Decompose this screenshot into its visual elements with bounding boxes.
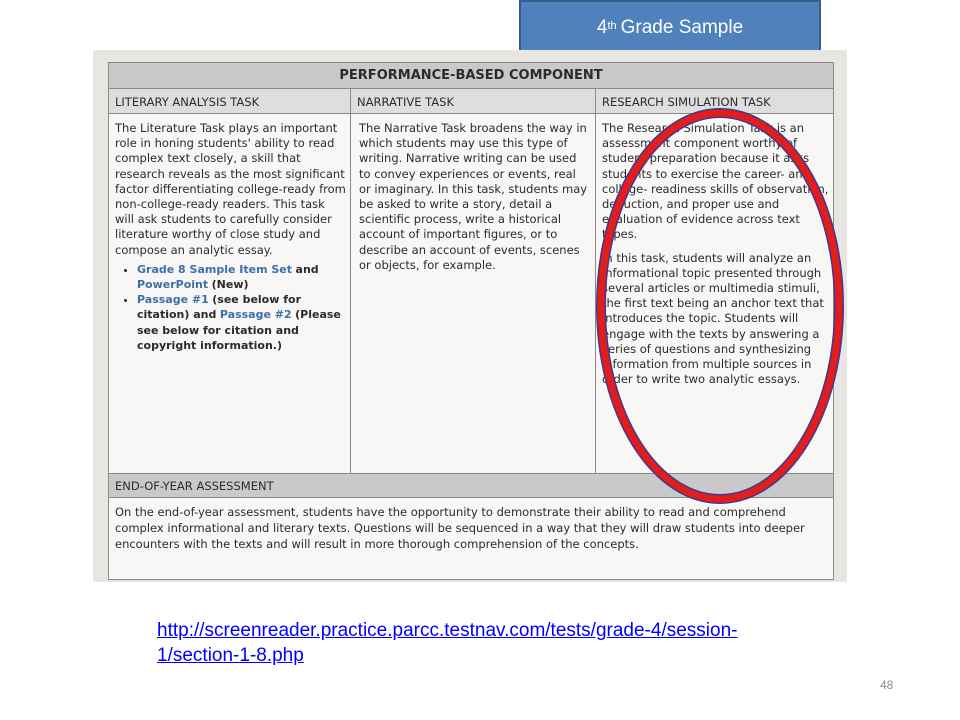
column-body-narrative: [351, 115, 595, 473]
grade-number: 4: [596, 17, 608, 38]
sample-item-set-link[interactable]: Grade 8 Sample Item Set: [137, 262, 293, 276]
eoy-text: On the end-of-year assessment, students have the opportunity to demonstrate their ability to read and comprehend complex informational and literary texts. Questions will be sequenced in a way that they will draw students into deeper encounters with the texts and will result in more thorough comprehension of the concepts.: [115, 505, 805, 551]
research-task-text: The Research Simulation Task is an assessment component worthy of student preparation because it asks students to exercise the career- and college- readiness skills of observation, deduction, and proper use and evaluation of evidence across text types.: [602, 121, 829, 242]
powerpoint-link[interactable]: PowerPoint: [137, 278, 209, 292]
column-body-literary: [109, 115, 350, 473]
literary-task-text: The Literature Task plays an important role in honing students' ability to read complex text closely, a skill that research reveals as the most significant factor differentiating college-ready from non-college-ready readers. This task will ask students to carefully consider literature worthy of close study and compose an analytic essay.: [115, 121, 346, 257]
list-item: [137, 292, 346, 353]
column-header-narrative: NARRATIVE TASK: [351, 89, 595, 114]
passage-1-link[interactable]: Passage #1: [137, 293, 209, 307]
grade-sample-badge: [519, 0, 821, 56]
new-label: (New): [211, 278, 249, 292]
grade-label: Grade Sample: [620, 17, 744, 38]
narrative-task-text: The Narrative Task broadens the way in which students may use this type of writing. Narrative writing can be used to convey experiences or events, real or imaginary. In this task, students may be asked to write a story, detail a scientific process, write a historical account of important figures, or to describe an account of events, scenes or objects, for example.: [359, 121, 588, 272]
embedded-screenshot: [93, 50, 847, 582]
list-item-text: (Please see below for citation and copyright information.): [137, 308, 341, 352]
column-header-research: RESEARCH SIMULATION TASK: [596, 89, 833, 114]
page-number: 48: [880, 678, 894, 692]
list-item: [137, 262, 346, 292]
column-body-research: [596, 115, 833, 473]
list-item-text: (see below for citation) and: [137, 293, 301, 322]
eoy-header: END-OF-YEAR ASSESSMENT: [109, 473, 833, 498]
research-task-text-2: In this task, students will analyze an informational topic presented through several articles or multimedia stimuli, the first text being an anchor text that introduces the topic. Students will engage with the texts by answering a series of questions and synthesizing information from multiple sources in order to write two analytic essays.: [602, 250, 824, 387]
resource-list: [115, 262, 346, 353]
source-url-link[interactable]: http://screenreader.practice.parcc.testnav.com/tests/grade-4/session-1/section-1-8.php: [157, 620, 738, 666]
list-item-text: and: [295, 262, 319, 276]
table-title: PERFORMANCE-BASED COMPONENT: [109, 63, 833, 89]
passage-2-link[interactable]: Passage #2: [219, 308, 292, 322]
column-header-literary: LITERARY ANALYSIS TASK: [109, 89, 350, 114]
component-table: [108, 62, 834, 580]
grade-suffix: th: [607, 20, 617, 32]
